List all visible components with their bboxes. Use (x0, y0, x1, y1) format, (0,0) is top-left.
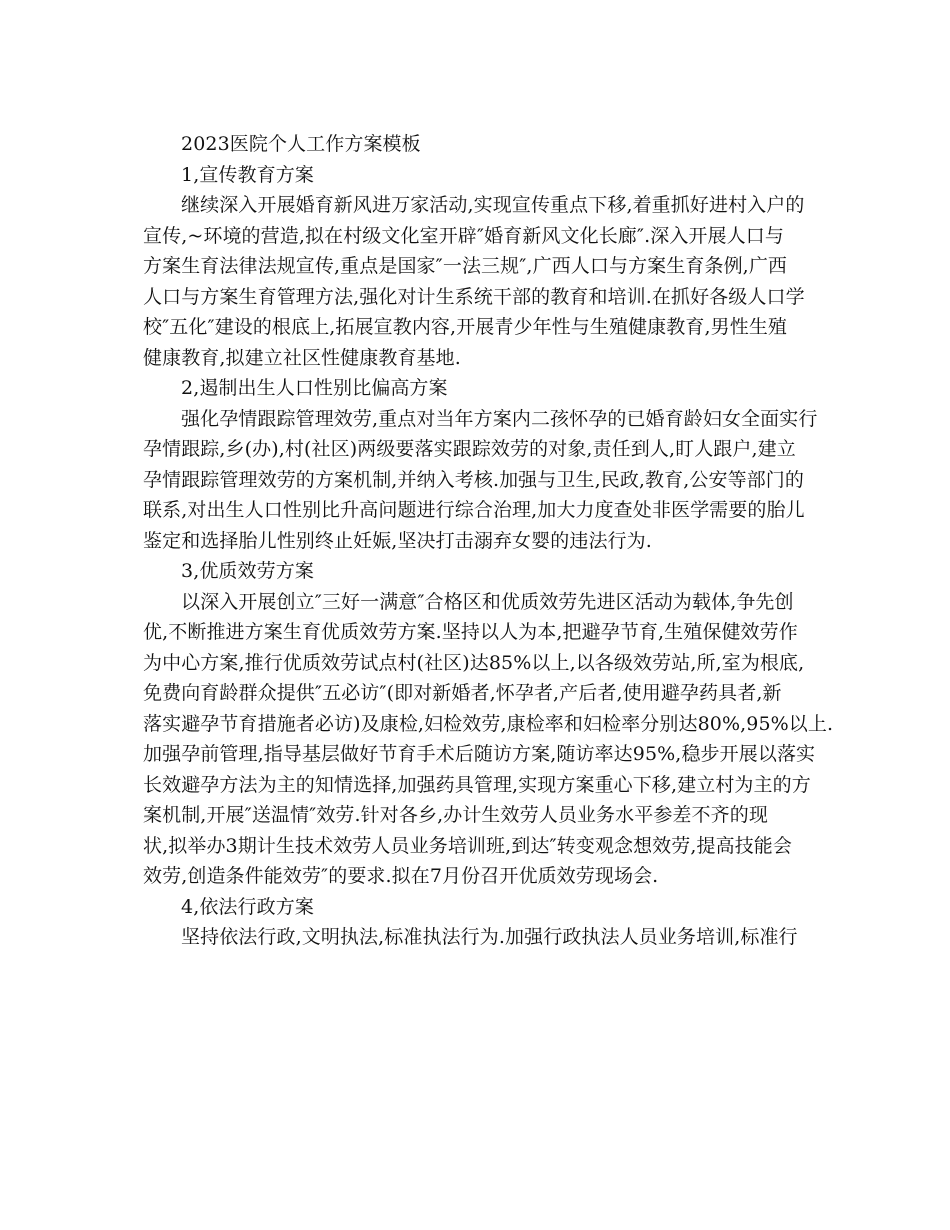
paragraph-line: 落实避孕节育措施者必访)及康检,妇检效劳,康检率和妇检率分别达80%,95%以上. (143, 712, 834, 735)
paragraph-line: 联系,对出生人口性别比升高问题进行综合治理,加大力度查处非医学需要的胎儿 (143, 499, 805, 521)
paragraph-line: 为中心方案,推行优质效劳试点村(社区)达85%以上,以各级效劳站,所,室为根底, (143, 651, 805, 674)
paragraph-line: 长效避孕方法为主的知情选择,加强药具管理,实现方案重心下移,建立村为主的方 (143, 773, 811, 796)
section-heading-2: 2,遏制出生人口性别比偏高方案 (181, 377, 448, 399)
paragraph-line: 案机制,开展″送温情″效劳.针对各乡,办计生效劳人员业务水平参差不齐的现 (143, 804, 768, 826)
paragraph-line: 人口与方案生育管理方法,强化对计生系统干部的教育和培训.在抓好各级人口学 (143, 285, 805, 308)
paragraph-line: 坚持依法行政,文明执法,标准执法行为.加强行政执法人员业务培训,标准行 (181, 926, 798, 948)
paragraph-line: 强化孕情跟踪管理效劳,重点对当年方案内二孩怀孕的已婚育龄妇女全面实行 (181, 407, 818, 430)
paragraph-line: 优,不断推进方案生育优质效劳方案.坚持以人为本,把避孕节育,生殖保健效劳作 (143, 621, 798, 643)
paragraph-line: 孕情跟踪管理效劳的方案机制,并纳入考核.加强与卫生,民政,教育,公安等部门的 (143, 468, 804, 491)
paragraph-line: 鉴定和选择胎儿性别终止妊娠,坚决打击溺弃女婴的违法行为. (143, 529, 652, 552)
document-title: 2023医院个人工作方案模板 (181, 133, 421, 155)
paragraph-line: 孕情跟踪,乡(办),村(社区)两级要落实跟踪效劳的对象,责任到人,盯人跟户,建立 (143, 438, 796, 460)
section-paragraph-4 (143, 922, 807, 953)
paragraph-line: 校″五化″建设的根底上,拓展宣教内容,开展青少年性与生殖健康教育,男性生殖 (143, 316, 788, 338)
section-paragraph-3 (143, 587, 834, 892)
paragraph-line: 健康教育,拟建立社区性健康教育基地. (143, 346, 461, 369)
paragraph-line: 宣传,~环境的营造,拟在村级文化室开辟″婚育新风文化长廊″.深入开展人口与 (143, 224, 784, 247)
paragraph-line: 效劳,创造条件能效劳″的要求.拟在7月份召开优质效劳现场会. (143, 865, 659, 887)
document-body (143, 129, 834, 953)
section-heading-4: 4,依法行政方案 (181, 895, 314, 918)
section-heading-1: 1,宣传教育方案 (181, 163, 314, 186)
section-paragraph-2 (143, 404, 818, 557)
paragraph-line: 加强孕前管理,指导基层做好节育手术后随访方案,随访率达95%,稳步开展以落实 (143, 743, 816, 765)
paragraph-line: 状,拟举办3期计生技术效劳人员业务培训班,到达″转变观念想效劳,提高技能会 (143, 834, 793, 857)
paragraph-line: 方案生育法律法规宣传,重点是国家″一法三规″,广西人口与方案生育条例,广西 (143, 255, 788, 277)
section-heading-3: 3,优质效劳方案 (181, 560, 314, 582)
section-paragraph-1 (143, 190, 807, 373)
paragraph-line: 免费向育龄群众提供″五必访″(即对新婚者,怀孕者,产后者,使用避孕药具者,新 (143, 682, 782, 704)
paragraph-line: 继续深入开展婚育新风进万家活动,实现宣传重点下移,着重抓好进村入户的 (181, 194, 805, 216)
paragraph-line: 以深入开展创立″三好一满意″合格区和优质效劳先进区活动为载体,争先创 (181, 590, 794, 613)
